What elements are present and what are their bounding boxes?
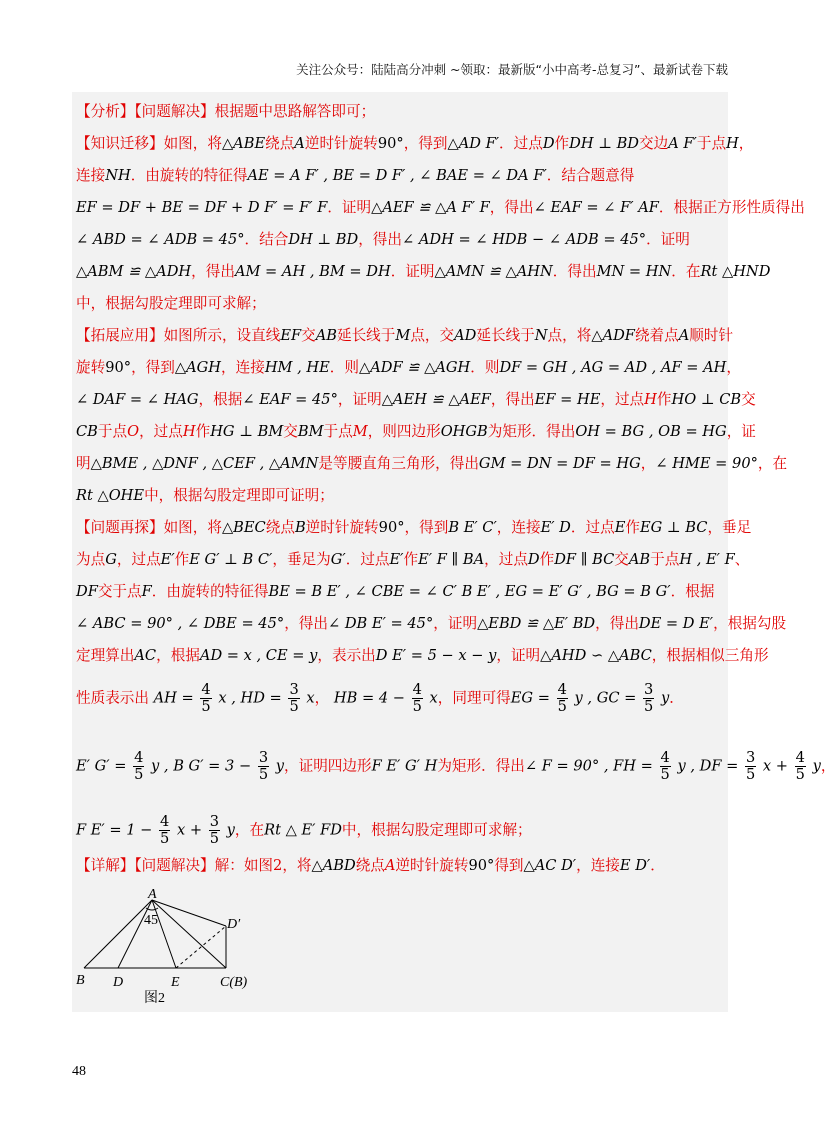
text-segment: 【拓展应用】如图所示，设直线 — [76, 327, 281, 344]
label-angle: 45 — [144, 913, 158, 928]
page-number: 48 — [72, 1064, 86, 1079]
text-segment: ，将 — [282, 857, 312, 874]
fraction: $\frac{3}{5}$ — [209, 813, 220, 847]
text: ， — [314, 689, 330, 707]
page-header: 关注公众号：陆陆高分冲刺 ~领取：最新版“小中高考-总复习”、最新试卷下载 — [296, 62, 728, 77]
math: x — [306, 689, 315, 707]
text-segment: 【分析】【问题解决】根据题中思路解答即可； — [76, 103, 376, 120]
math-segment: △AD F′ — [447, 135, 500, 152]
text-segment: 得到 — [494, 857, 524, 874]
text-segment: 【详解】【问题解决】解：如图 — [76, 857, 274, 874]
math-segment: AC — [134, 647, 157, 664]
math-segment: △AEF ≌ △A F′ F — [371, 199, 490, 216]
text-line — [76, 230, 724, 250]
math-segment: EG ⊥ BC — [639, 519, 708, 536]
math-segment: AB — [628, 551, 651, 568]
text-segment: 【知识迁移】如图，将 — [76, 135, 222, 152]
text-segment: ，根据勾股 — [713, 615, 787, 632]
math: Rt △ E′ FD — [264, 821, 342, 839]
text-segment: ，得到 — [131, 359, 175, 376]
math-segment: E′ F ∥ BA — [418, 551, 485, 568]
math-segment: △BME , △DNF , △CEF , △AMN — [90, 455, 319, 472]
text-segment: ．过点 — [570, 519, 615, 536]
math-segment: BE = B E′ , ∠ CBE = ∠ C′ B E′ , EG = E′ G′ , BG = B G′ — [268, 583, 671, 600]
math-segment: ∠ HME = 90° — [655, 455, 758, 472]
text-segment: 交于点 — [97, 583, 142, 600]
math-segment: 90° — [377, 135, 404, 152]
text-segment: ．由旋转的特征得 — [130, 167, 248, 184]
text-segment: ，过点 — [484, 551, 528, 568]
text-segment: ，证明 — [433, 615, 478, 632]
math: EG = — [510, 689, 550, 707]
math-segment: D E′ = 5 − x − y — [375, 647, 497, 664]
text-segment: ，得出 — [490, 391, 535, 408]
math-segment: E D′ — [619, 857, 651, 874]
math-segment: △ABE — [221, 135, 266, 152]
math-segment: AE = A F′ , BE = D F′ , ∠ BAE = ∠ DA F′ — [247, 167, 547, 184]
text-segment: 连接 — [76, 167, 106, 184]
text: ，在 — [234, 821, 265, 839]
text-segment: 是等腰直角三角形，得出 — [318, 455, 479, 472]
text-segment: 旋转 — [76, 359, 106, 376]
math-segment: △AMN ≌ △AHN — [434, 263, 553, 280]
fraction: $\frac{3}{5}$ — [745, 749, 756, 783]
text-segment: ．根据 — [670, 583, 715, 600]
label-d-prime: D′ — [227, 917, 241, 932]
text-segment: ， — [726, 359, 741, 376]
text-segment: ，连接 — [221, 359, 265, 376]
text-segment: 2 — [273, 857, 283, 874]
math-segment: D — [542, 135, 555, 152]
text-segment: ．证明 — [390, 263, 435, 280]
line-ae — [152, 900, 176, 968]
text-segment: 延长线于 — [476, 327, 535, 344]
math-segment: DE = D E′ — [638, 615, 714, 632]
solution-content — [72, 92, 835, 1012]
text-segment: ．在 — [671, 263, 701, 280]
math-segment: EF = DF + BE = DF + D F′ = F′ F — [76, 199, 328, 216]
line-ab — [84, 900, 152, 968]
fraction: $\frac{4}{5}$ — [660, 749, 670, 783]
math: F E′ = 1 − — [76, 821, 153, 839]
math-segment: B E′ C′ — [448, 519, 497, 536]
math-segment: OHGB — [440, 423, 488, 440]
text-line — [76, 550, 750, 570]
figure-caption: 图2 — [144, 991, 165, 1006]
fraction-line-3 — [76, 814, 724, 847]
math-segment: △ABM ≌ △ADH — [76, 263, 192, 280]
text-segment: 逆时针旋转 — [304, 135, 378, 152]
text-segment: ，得出 — [191, 263, 235, 280]
text-segment: ．过点 — [345, 551, 390, 568]
text-segment: ，过点 — [139, 423, 183, 440]
text-segment: 作 — [554, 135, 570, 152]
text-segment: ． — [650, 857, 665, 874]
math-segment: G′ — [330, 551, 346, 568]
text-line — [76, 262, 771, 282]
text-segment: 作 — [174, 551, 190, 568]
math-segment: HG ⊥ BM — [210, 423, 284, 440]
text-line — [76, 518, 752, 538]
text-line — [76, 166, 724, 186]
math-segment: △ADF — [591, 327, 635, 344]
math-segment: H — [726, 135, 739, 152]
text-segment: ，根据 — [198, 391, 243, 408]
text-segment: 点，将 — [547, 327, 592, 344]
text-line — [76, 422, 756, 442]
text-segment: ，得出 — [284, 615, 328, 632]
fraction: $\frac{3}{5}$ — [258, 749, 269, 783]
text-segment: 、 — [734, 551, 750, 568]
text-segment: 于点 — [696, 135, 727, 152]
text-segment: 逆时针旋转 — [305, 519, 379, 536]
text-segment: ．由旋转的特征得 — [151, 583, 269, 600]
text-segment: 为点 — [76, 551, 106, 568]
text-segment: 交 — [283, 423, 298, 440]
math-segment: H , E′ F — [679, 551, 735, 568]
text: ． — [669, 689, 684, 707]
math-segment: △AEH ≌ △AEF — [381, 391, 491, 408]
fraction-line-2 — [76, 749, 835, 783]
detail-line — [76, 856, 724, 876]
text-segment: ，连接 — [576, 857, 620, 874]
text-segment: 定理算出 — [76, 647, 135, 664]
math: y , DF = — [677, 757, 739, 775]
text: ， — [820, 757, 835, 775]
math: E′ G′ = — [76, 757, 127, 775]
math-segment: ∠ EAF = ∠ F′ AF — [533, 199, 659, 216]
math-segment: N — [534, 327, 548, 344]
fraction: $\frac{4}{5}$ — [557, 681, 567, 715]
math-segment: E G′ ⊥ B C′ — [189, 551, 273, 568]
math: ∠ F = 90° , FH = — [524, 757, 653, 775]
math-segment: A F′ — [668, 135, 697, 152]
text-segment: 逆时针旋转 — [395, 857, 469, 874]
text-segment: 于点 — [650, 551, 680, 568]
math-segment: △AC D′ — [523, 857, 577, 874]
math-segment: AM = AH , BM = DH — [234, 263, 391, 280]
text-segment: 中，根据勾股定理即可求解； — [76, 295, 266, 312]
text-segment: ， — [640, 455, 656, 472]
math-segment: OH = BG , OB = HG — [575, 423, 727, 440]
text-segment: 作 — [195, 423, 211, 440]
math-segment: E′ — [160, 551, 175, 568]
text-segment: ，得到 — [404, 519, 449, 536]
text-segment: 顺时针 — [689, 327, 734, 344]
text-segment: 绕点 — [265, 519, 295, 536]
math: y — [226, 821, 235, 839]
text-line — [76, 358, 741, 378]
math: x + — [762, 757, 789, 775]
math: AH = — [153, 689, 194, 707]
math-segment: B — [294, 519, 306, 536]
math-segment: ∠ EAF = 45° — [242, 391, 338, 408]
text-segment: ，得出 — [489, 199, 534, 216]
math-segment: E — [614, 519, 626, 536]
text-segment: ，证 — [726, 423, 756, 440]
math: HB = 4 − — [333, 689, 405, 707]
line-ad-prime — [152, 900, 226, 926]
text-segment: ．则 — [470, 359, 500, 376]
math: y — [812, 757, 821, 775]
text-segment: 交 — [301, 327, 316, 344]
text-line — [76, 326, 734, 346]
geometry-figure — [76, 886, 276, 1006]
math-segment: CB — [76, 423, 98, 440]
math-segment: ∠ DAF = ∠ HAG — [76, 391, 199, 408]
line-ad — [118, 900, 152, 968]
math: y , B G′ = 3 − — [151, 757, 252, 775]
text: ，同理可得 — [437, 689, 511, 707]
text-segment: 交 — [614, 551, 629, 568]
text-segment: 绕点 — [265, 135, 295, 152]
text-segment: H — [182, 423, 196, 440]
text: 中，根据勾股定理即可求解； — [341, 821, 532, 839]
math-segment: M — [395, 327, 411, 344]
text-segment: 作 — [539, 551, 555, 568]
math-segment: ∠ ADH = ∠ HDB − ∠ ADB = 45° — [402, 231, 647, 248]
math: x — [429, 689, 438, 707]
math-segment: E′ D — [540, 519, 571, 536]
text-line — [76, 198, 805, 218]
fraction: $\frac{4}{5}$ — [160, 813, 170, 847]
math-segment: △BEC — [221, 519, 266, 536]
math-segment: DF — [76, 583, 98, 600]
math-segment: DF = GH , AG = AD , AF = AH — [499, 359, 727, 376]
text-segment: ，垂足 — [707, 519, 752, 536]
figure-svg — [76, 886, 276, 1006]
math-segment: Rt △OHE — [76, 487, 145, 504]
math-segment: DH ⊥ BD — [569, 135, 640, 152]
text: 性质表示出 — [76, 689, 149, 707]
text-segment: ．证明 — [327, 199, 372, 216]
math-segment: △EBD ≌ △E′ BD — [477, 615, 596, 632]
text-segment: 绕点 — [355, 857, 385, 874]
text: 为矩形．得出 — [437, 757, 525, 775]
math-segment: △AHD ∽ △ABC — [540, 647, 652, 664]
math-segment: NH — [105, 167, 131, 184]
math-segment: △ABD — [311, 857, 356, 874]
text-segment: 作 — [403, 551, 419, 568]
math-segment: A — [678, 327, 690, 344]
text-segment: 为矩形．得出 — [487, 423, 576, 440]
text-segment: ，得到 — [403, 135, 448, 152]
text-segment: 作 — [625, 519, 640, 536]
math-segment: EF = HE — [534, 391, 601, 408]
math-segment: DF ∥ BC — [554, 551, 615, 568]
text-segment: 【问题再探】如图，将 — [76, 519, 222, 536]
text-segment: 明 — [76, 455, 91, 472]
math-segment: A — [294, 135, 305, 152]
text-segment: ，根据相似三角形 — [651, 647, 769, 664]
fraction-line-1 — [76, 682, 724, 715]
label-a: A — [148, 887, 157, 902]
text-segment: ，过点 — [600, 391, 645, 408]
text-segment: ，在 — [757, 455, 788, 472]
math-segment: F — [141, 583, 152, 600]
fraction: $\frac{4}{5}$ — [795, 749, 805, 783]
text-segment: ，过点 — [116, 551, 161, 568]
text-segment: ，则四边形 — [367, 423, 441, 440]
text-segment: ．得出 — [552, 263, 597, 280]
math-segment: ∠ ABC = 90° , ∠ DBE = 45° — [76, 615, 285, 632]
text-line — [76, 454, 788, 474]
fraction: $\frac{3}{5}$ — [289, 681, 299, 715]
math-segment: EF — [280, 327, 302, 344]
math: x + — [176, 821, 203, 839]
text-segment: O — [127, 423, 140, 440]
label-c: C(B) — [220, 975, 248, 990]
text-segment: M — [352, 423, 368, 440]
math: F E′ G′ H — [371, 757, 438, 775]
fraction: $\frac{3}{5}$ — [644, 681, 654, 715]
math-segment: △ADF ≌ △AGH — [359, 359, 471, 376]
text-segment: ，连接 — [496, 519, 541, 536]
math-segment: △AGH — [174, 359, 222, 376]
line-ac — [152, 900, 226, 968]
text-segment: 绕着点 — [634, 327, 679, 344]
math-segment: DH ⊥ BD — [288, 231, 359, 248]
text-segment: ，证明 — [496, 647, 541, 664]
text-segment: 交边 — [639, 135, 669, 152]
text-segment: ．证明 — [646, 231, 690, 248]
text-line — [76, 294, 724, 314]
math-segment: ∠ ABD = ∠ ADB = 45° — [76, 231, 245, 248]
text-segment: 延长线于 — [336, 327, 396, 344]
math-segment: E′ — [389, 551, 404, 568]
label-e: E — [171, 975, 180, 990]
text-segment: 作 — [656, 391, 672, 408]
text-segment: 于点 — [323, 423, 353, 440]
text-segment: H — [644, 391, 657, 408]
fraction: $\frac{4}{5}$ — [412, 681, 422, 715]
math-segment: MN = HN — [596, 263, 672, 280]
math-segment: GM = DN = DF = HG — [478, 455, 641, 472]
text-segment: 交 — [741, 391, 756, 408]
text-segment: 中，根据勾股定理即可证明； — [144, 487, 334, 504]
math-segment: ∠ DB E′ = 45° — [327, 615, 434, 632]
math-segment: 90° — [105, 359, 132, 376]
math: x , HD = — [218, 689, 282, 707]
math: y , GC = — [574, 689, 637, 707]
text-segment: ，得出 — [595, 615, 639, 632]
text-line — [76, 102, 724, 122]
math-segment: 90° — [378, 519, 405, 536]
text-line — [76, 646, 769, 666]
text-line — [76, 390, 756, 410]
text-segment: ，得出 — [358, 231, 402, 248]
math-segment: AD = x , CE = y — [199, 647, 318, 664]
text-line — [76, 582, 724, 602]
math-segment: 90° — [468, 857, 495, 874]
text-segment: ，证明 — [337, 391, 382, 408]
text-segment: ．根据正方形性质得出 — [658, 199, 805, 216]
math: y — [275, 757, 285, 775]
text-segment: ．过点 — [499, 135, 543, 152]
text-segment: ，表示出 — [317, 647, 376, 664]
text-line — [76, 134, 754, 154]
text-segment: ，根据 — [156, 647, 200, 664]
fraction: $\frac{4}{5}$ — [201, 681, 211, 715]
text-line — [76, 486, 724, 506]
text-line — [76, 614, 787, 634]
math-segment: D — [527, 551, 540, 568]
math-segment: HO ⊥ CB — [671, 391, 742, 408]
math-segment: BM — [297, 423, 324, 440]
text-segment: ．则 — [329, 359, 359, 376]
text-segment: A — [384, 857, 396, 874]
math-segment: HM , HE — [264, 359, 330, 376]
text-segment: 于点 — [97, 423, 128, 440]
label-b: B — [76, 973, 85, 988]
math-segment: G — [105, 551, 117, 568]
fraction: $\frac{4}{5}$ — [134, 749, 144, 783]
text-segment: ．结合题意得 — [546, 167, 635, 184]
math-segment: AB — [315, 327, 337, 344]
math: y — [660, 689, 670, 707]
text-segment: ， — [738, 135, 754, 152]
text-segment: 点，交 — [410, 327, 455, 344]
math-segment: AD — [454, 327, 477, 344]
math-segment: Rt △HND — [700, 263, 771, 280]
text: ，证明四边形 — [284, 757, 372, 775]
label-d: D — [113, 975, 124, 990]
text-segment: ，垂足为 — [272, 551, 331, 568]
text-segment: ．结合 — [244, 231, 289, 248]
